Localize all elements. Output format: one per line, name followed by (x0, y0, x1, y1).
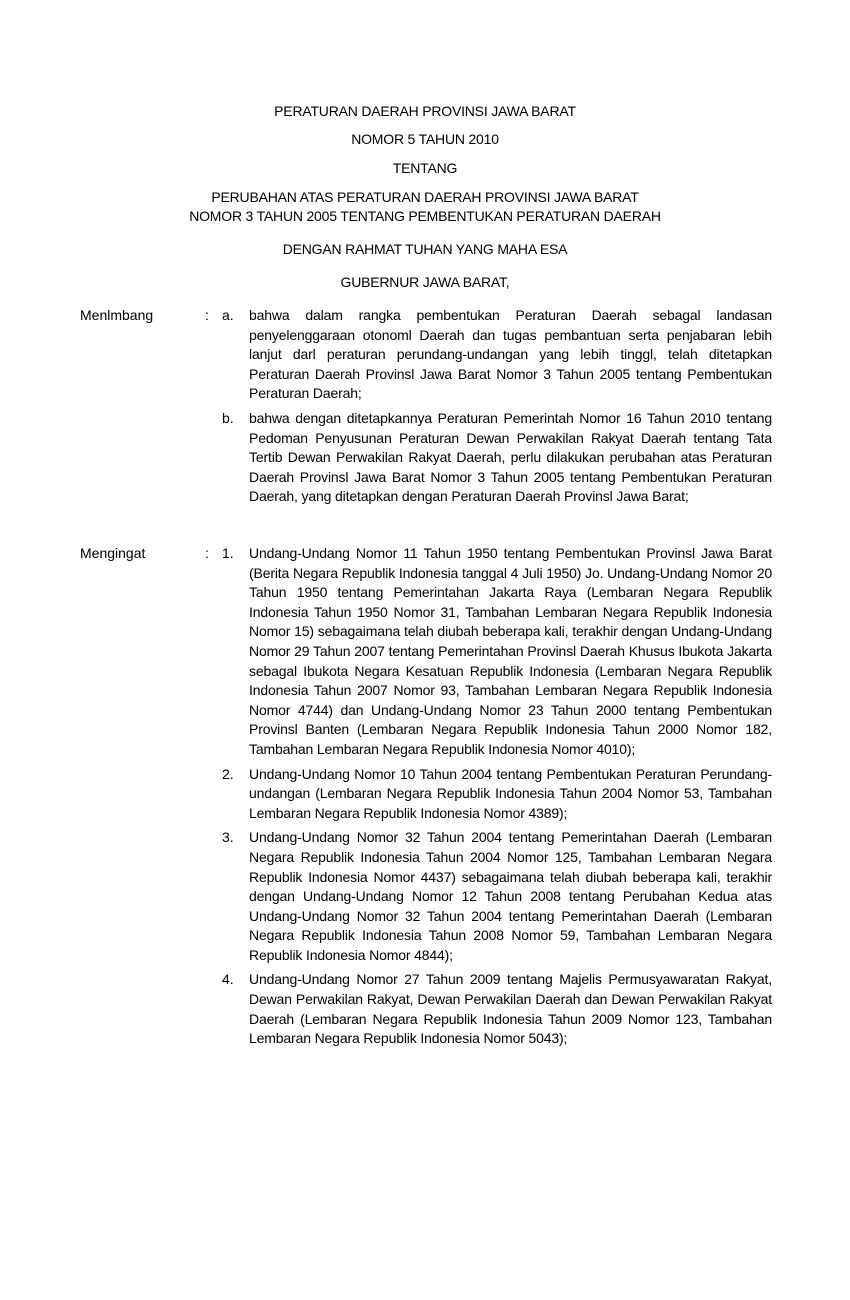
item-text: Undang-Undang Nomor 32 Tahun 2004 tentang Pemerintahan Daerah (Lembaran Negara Republik Indonesia Tahun 2004 Nomor 125, Tambahan Lembaran Negara Republik Indonesia Nomor 4437) sebagaimana telah diubah beberapa kali, terakhir dengan Undang-Undang Nomor 12 Tahun 2008 tentang Perubahan Kedua atas Undang-Undang Nomor 32 Tahun 2004 tentang Pemerintahan Daerah (Lembaran Negara Republik Indonesia Tahun 2008 Nomor 59, Tambahan Lembaran Negara Republik Indonesia Nomor 4844); (249, 829, 772, 963)
regulation-about: TENTANG (392, 160, 458, 176)
item-marker: 2. (222, 765, 234, 782)
invocation: DENGAN RAHMAT TUHAN YANG MAHA ESA (282, 241, 568, 257)
item-marker: a. (222, 307, 234, 323)
item-text: Undang-Undang Nomor 10 Tahun 2004 tentang Pembentukan Peraturan Perundang-undangan (Lembaran Negara Republik Indonesia Tahun 2004 Nomor 53, Tambahan Lembaran Negara Republik Indonesia Nomor 4389); (249, 765, 772, 821)
item-text: Undang-Undang Nomor 27 Tahun 2009 tentang Majelis Permusyawaratan Rakyat, Dewan Perwakilan Rakyat, Dewan Perwakilan Daerah dan Dewan Perwakilan Rakyat Daerah (Lembaran Negara Republik Indonesia Tahun 2009 Nomor 123, Tambahan Lembaran Negara Republik Indonesia Nomor 5043); (249, 971, 772, 1047)
section-label: Mengingat (80, 545, 146, 561)
list-item (222, 409, 772, 507)
regulation-subject-line-1: PERUBAHAN ATAS PERATURAN DAERAH PROVINSI JAWA BARAT (211, 189, 639, 205)
item-text: bahwa dengan ditetapkannya Peraturan Pemerintah Nomor 16 Tahun 2010 tentang Pedoman Penyusunan Peraturan Dewan Perwakilan Rakyat Daerah tentang Tata Tertib Dewan Perwakilan Rakyat Daerah, perlu dilakukan perubahan atas Peraturan Daerah Provinsl Jawa Barat Nomor 3 Tahun 2005 tentang Pembentukan Peraturan Daerah, yang ditetapkan dengan Peraturan Daerah Provinsl Jawa Barat; (249, 409, 772, 505)
list-item (222, 765, 772, 824)
list-item (222, 828, 772, 965)
list-item (222, 306, 772, 404)
item-marker: 4. (222, 971, 234, 988)
item-marker: b. (222, 409, 234, 426)
issuer: GUBERNUR JAWA BARAT, (340, 274, 510, 290)
list-item (222, 544, 772, 760)
item-marker: 1. (222, 545, 234, 561)
regulation-subject-line-2: NOMOR 3 TAHUN 2005 TENTANG PEMBENTUKAN PERATURAN DAERAH (189, 208, 661, 224)
document-header (0, 102, 850, 292)
regulation-title: PERATURAN DAERAH PROVINSI JAWA BARAT (274, 103, 576, 119)
list-item (222, 970, 772, 1048)
section-label: Menlmbang (80, 307, 154, 323)
section-colon: : (205, 307, 209, 323)
section-menimbang (80, 306, 772, 512)
legal-basis-list (222, 544, 772, 1054)
item-text: Undang-Undang Nomor 11 Tahun 1950 tentang Pembentukan Provinsl Jawa Barat (Berita Negara Republik Indonesia tanggal 4 Juli 1950) Jo. Undang-Undang Nomor 20 Tahun 1950 tentang Pemerintahan Jakarta Raya (Lembaran Negara Republik Indonesia Tahun 1950 Nomor 31, Tambahan Lembaran Negara Republik Indonesia Nomor 15) sebagaimana telah diubah beberapa kali, terakhir dengan Undang-Undang Nomor 29 Tahun 2007 tentang Pemerintahan Provinsl Daerah Khusus Ibukota Jakarta sebagal Ibukota Negara Kesatuan Republik Indonesia (Lembaran Negara Republik Indonesia Tahun 2007 Nomor 93, Tambahan Lembaran Negara Republik Indonesia Nomor 4744) dan Undang-Undang Nomor 23 Tahun 2000 tentang Pembentukan Provinsl Banten (Lembaran Negara Republik Indonesia Tahun 2000 Nomor 182, Tambahan Lembaran Negara Republik Indonesia Nomor 4010); (249, 545, 772, 757)
regulation-number: NOMOR 5 TAHUN 2010 (351, 131, 499, 147)
section-colon: : (205, 545, 209, 561)
section-mengingat (80, 544, 772, 1054)
considerations-list (222, 306, 772, 512)
item-marker: 3. (222, 829, 234, 846)
item-text: bahwa dalam rangka pembentukan Peraturan Daerah sebagal landasan penyelenggaraan otonoml Daerah dan tugas pembantuan serta penjabaran lebih lanjut darl peraturan perundang-undangan yang lebih tinggl, telah ditetapkan Peraturan Daerah Provinsl Jawa Barat Nomor 3 Tahun 2005 tentang Pembentukan Peraturan Daerah; (249, 307, 772, 402)
